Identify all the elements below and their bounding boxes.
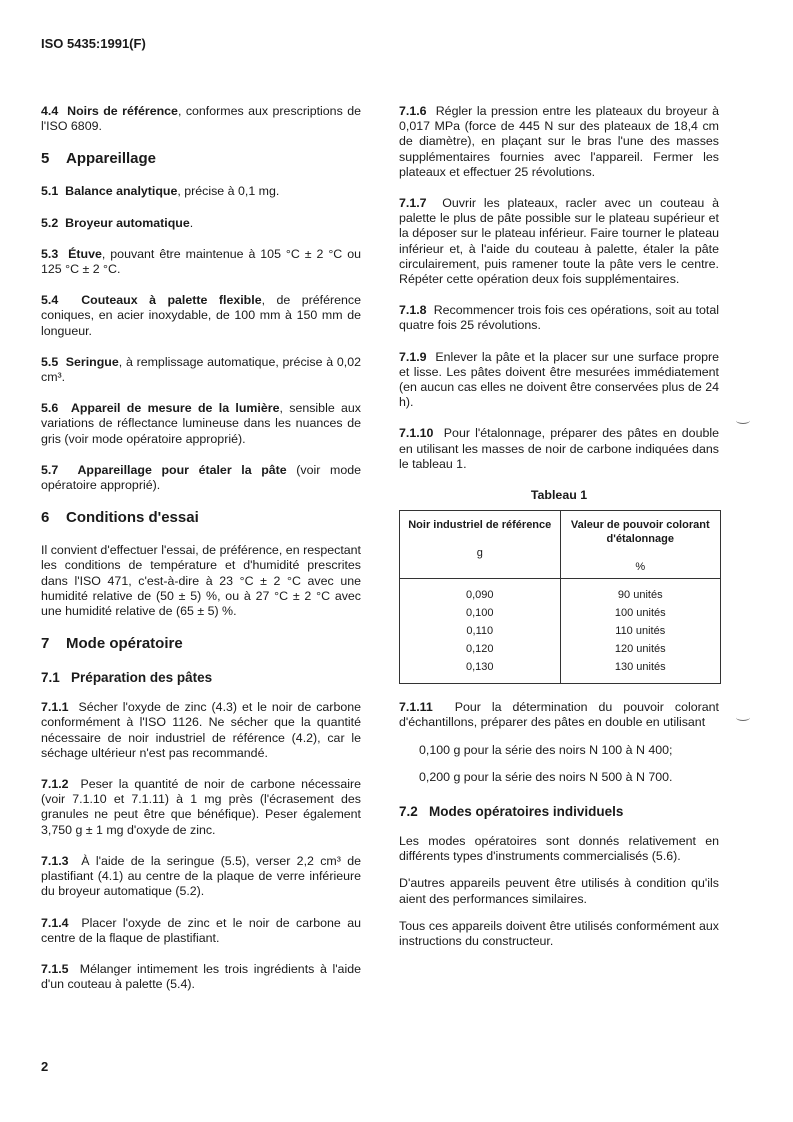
clause-7-1-11: 7.1.11 Pour la détermination du pouvoir colorant d'échantillons, préparer des pâtes en double en utilisant	[399, 700, 719, 730]
clause-7-1-6: 7.1.6 Régler la pression entre les plateaux du broyeur à 0,017 MPa (force de 445 N sur des plateaux de 18,4 cm de diamètre), en plaçant sur le bras l'une des masses supplémentaires fournies avec l'appareil. Fermer les plateaux et effectuer 25 révolutions.	[399, 104, 719, 179]
clause-7-1-1: 7.1.1 Sécher l'oxyde de zinc (4.3) et le noir de carbone conformément à l'ISO 1126. Ne sécher que la quantité nécessaire de noir industriel de référence (4.2), car le séchage ultérieur n'est pas recommandé.	[41, 700, 362, 760]
right-column	[399, 104, 719, 961]
section-7-heading: 7 Mode opératoire	[41, 635, 183, 653]
clause-7-1-8: 7.1.8 Recommencer trois fois ces opérations, soit au total quatre fois 25 révolutions.	[399, 303, 719, 333]
margin-mark	[736, 714, 750, 721]
left-column	[41, 104, 361, 1008]
clause-7-1-3: 7.1.3 À l'aide de la seringue (5.5), verser 2,2 cm³ de plastifiant (4.1) au centre de la plaque de verre inférieure du broyeur automatique (5.2).	[41, 853, 361, 899]
table-unit: %	[635, 561, 646, 574]
clause-5-7: 5.7 Appareillage pour étaler la pâte (voir mode opératoire approprié).	[41, 462, 361, 493]
page-number: 2	[41, 1059, 49, 1074]
table-caption: Tableau 1	[530, 488, 588, 503]
margin-mark	[736, 417, 750, 424]
table-unit: g	[476, 547, 483, 560]
table-row: 0,130 130 unités	[400, 658, 721, 684]
clause-title: Noirs de référence	[67, 104, 178, 118]
table-header-tinting-value: Valeur de pouvoir colorant d'étalonnage %	[560, 511, 721, 579]
clause-7-2-para-2: D'autres appareils peuvent être utilisés à condition qu'ils aient des performances similaires.	[399, 876, 719, 906]
clause-5-6: 5.6 Appareil de mesure de la lumière, sensible aux variations de réflectance lumineuse dans les nuances de gris (voir mode opératoire approprié).	[41, 401, 362, 446]
table-row: 0,110 110 unités	[400, 622, 721, 640]
section-7-1-heading: 7.1 Préparation des pâtes	[41, 670, 213, 686]
clause-5-4: 5.4 Couteaux à palette flexible, de préférence coniques, en acier inoxydable, de 100 mm à 150 mm de longueur.	[41, 293, 361, 338]
clause-7-1-2: 7.1.2 Peser la quantité de noir de carbone nécessaire (voir 7.1.10 et 7.1.11) à 1 mg près (l'écrasement des granules ne peut être que bénéfique). Peser également 3,750 g ± 1 mg d'oxyde de zinc.	[41, 777, 361, 837]
clause-7-1-10: 7.1.10 Pour l'étalonnage, préparer des pâtes en double en utilisant les masses de noir de carbone indiquées dans le tableau 1.	[399, 426, 719, 471]
list-item: 0,100 g pour la série des noirs N 100 à N 400;	[419, 742, 673, 757]
clause-number: 4.4	[41, 104, 59, 118]
clause-4-4	[41, 104, 361, 134]
clause-text: , conformes aux prescriptions de l'ISO 6809.	[41, 104, 361, 134]
document-header: ISO 5435:1991(F)	[41, 36, 146, 51]
table-header-reference-black: Noir industriel de référence g	[400, 511, 561, 579]
list-item: 0,200 g pour la série des noirs N 500 à N 700.	[419, 769, 673, 784]
table-row: 0,120 120 unités	[400, 640, 721, 658]
clause-7-1-9: 7.1.9 Enlever la pâte et la placer sur une surface propre et lisse. Les pâtes doivent être mesurées immédiatement (en aucun cas elles ne doivent être conservées plus de 24 h).	[399, 349, 719, 410]
table-row: 0,100 100 unités	[400, 604, 721, 622]
table-row: 0,090 90 unités	[400, 579, 721, 605]
clause-7-1-5: 7.1.5 Mélanger intimement les trois ingrédients à l'aide d'un couteau à palette (5.4).	[41, 961, 361, 992]
section-5-heading: 5 Appareillage	[41, 150, 157, 168]
clause-7-1-7: 7.1.7 Ouvrir les plateaux, racler avec un couteau à palette le plus de pâte possible sur le plateau supérieur et la déposer sur le plateau inférieur. Faire tourner le plateau inférieur et, à l'aide du couteau à palette, étaler la pâte circulairement, puis ramener toute la pâte vers le centre. Répéter cette opération deux fois supplémentaires.	[399, 196, 719, 287]
section-7-2-heading: 7.2 Modes opératoires individuels	[399, 804, 624, 820]
section-6-heading: 6 Conditions d'essai	[41, 509, 199, 527]
clause-6-text: Il convient d'effectuer l'essai, de préférence, en respectant les conditions de température et d'humidité prescrites dans l'ISO 471, c'est-à-dire à 23 °C ± 2 °C avec une humidité relative de (50 ± 5) %, ou à 27 °C ± 2 °C avec une humidité relative de (65 ± 5) %.	[41, 543, 361, 619]
calibration-table	[399, 510, 721, 684]
clause-5-5: 5.5 Seringue, à remplissage automatique, précise à 0,02 cm³.	[41, 354, 361, 385]
clause-5-3: 5.3 Étuve, pouvant être maintenue à 105 °C ± 2 °C ou 125 °C ± 2 °C.	[41, 246, 361, 277]
clause-7-1-4: 7.1.4 Placer l'oxyde de zinc et le noir de carbone au centre de la flaque de plastifiant.	[41, 915, 361, 945]
clause-7-2-para-1: Les modes opératoires sont donnés relativement en différents types d'instruments commercialisés (5.6).	[399, 834, 719, 864]
clause-5-1: 5.1 Balance analytique, précise à 0,1 mg.	[41, 184, 280, 199]
clause-5-2: 5.2 Broyeur automatique.	[41, 215, 194, 230]
clause-7-2-para-3: Tous ces appareils doivent être utilisés conformément aux instructions du constructeur.	[399, 918, 719, 949]
